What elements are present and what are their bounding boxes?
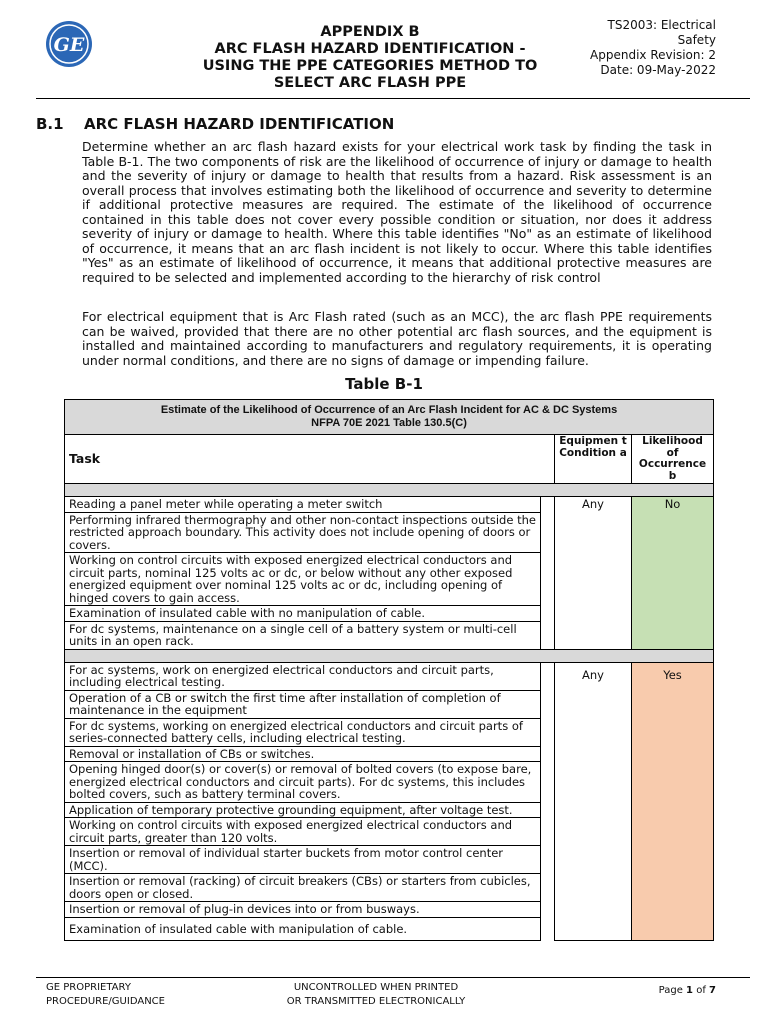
- task-cell: For dc systems, working on energized electrical conductors and circuit parts of series-connected battery cells, including electrical testing.: [65, 718, 541, 746]
- likelihood-table: [64, 399, 714, 941]
- task-cell: For dc systems, maintenance on a single cell of a battery system or multi-cell units in an open rack.: [65, 621, 541, 649]
- task-cell: For ac systems, work on energized electrical conductors and circuit parts, including electrical testing.: [65, 662, 541, 690]
- task-cell: Examination of insulated cable with manipulation of cable.: [65, 917, 541, 941]
- footer-mid-line: OR TRANSMITTED ELECTRONICALLY: [286, 996, 466, 1007]
- table-row: [65, 662, 714, 690]
- footer-left-line: PROCEDURE/GUIDANCE: [46, 996, 165, 1007]
- title-line: APPENDIX B: [320, 24, 420, 40]
- footer-left-line: GE PROPRIETARY: [46, 982, 131, 993]
- task-cell: Operation of a CB or switch the first time after installation of completion of maintenance in the equipment: [65, 690, 541, 718]
- spacer-cell: [541, 662, 555, 941]
- task-cell: Removal or installation of CBs or switches.: [65, 746, 541, 762]
- column-header-task: Task: [65, 435, 555, 484]
- likelihood-no-cell: No: [632, 497, 714, 650]
- task-cell: Performing infrared thermography and other non-contact inspections outside the restricted approach boundary. This activity does not include opening of doors or covers.: [65, 512, 541, 553]
- footer-classification: [46, 981, 165, 1009]
- group-separator: [65, 649, 714, 662]
- condition-cell: Any: [555, 497, 632, 650]
- paragraph-risk-assessment: Determine whether an arc flash hazard exists for your electrical work task by finding the task in Table B-1. The two components of risk are the likelihood of occurrence of injury or damage to health and the severity of injury or damage to health that results from a hazard. Risk assessment is an overall process that involves estimating both the likelihood of occurrence and severity to determine if additional protective measures are required. The estimate of the likelihood of occurrence contained in this table does not cover every possible condition or situation, nor does it address severity of injury or damage to health. Where this table identifies "No" as an estimate of likelihood of occurrence, it means that an arc flash incident is not likely to occur. Where this table identifies "Yes" as an estimate of likelihood of occurrence, it means that additional protective measures are required to be selected and implemented according to the hierarchy of risk control: [82, 139, 712, 285]
- doc-id-cont: Safety: [677, 33, 716, 47]
- date: Date: 09-May-2022: [600, 63, 716, 77]
- spacer-cell: [541, 497, 555, 650]
- page-number: [659, 985, 716, 996]
- section-number: B.1: [36, 115, 64, 133]
- task-cell: Examination of insulated cable with no manipulation of cable.: [65, 606, 541, 622]
- document-title: [160, 24, 580, 92]
- table-title-line1: Estimate of the Likelihood of Occurrence of an Arc Flash Incident for AC & DC Systems: [160, 404, 618, 416]
- title-line: ARC FLASH HAZARD IDENTIFICATION -: [214, 41, 526, 57]
- likelihood-yes-cell: Yes: [632, 662, 714, 941]
- page-word: Page: [658, 985, 683, 996]
- task-cell: Insertion or removal (racking) of circuit breakers (CBs) or starters from cubicles, doors open or closed.: [65, 874, 541, 902]
- footer-notice: [276, 981, 476, 1009]
- revision: Appendix Revision: 2: [590, 48, 716, 62]
- column-header-condition: Equipmen t Condition a: [555, 435, 632, 484]
- group-separator: [65, 484, 714, 497]
- paragraph-arc-flash-rated: For electrical equipment that is Arc Flash rated (such as an MCC), the arc flash PPE requirements can be waived, provided that there are no other potential arc flash sources, and the equipment is installed and maintained according to manufacturers and regulatory requirements, it is operating under normal conditions, and there are no signs of damage or impending failure.: [82, 309, 712, 368]
- task-cell: Insertion or removal of individual starter buckets from motor control center (MCC).: [65, 846, 541, 874]
- doc-id: TS2003: Electrical: [607, 18, 716, 32]
- footer-divider: [36, 977, 750, 978]
- section-heading: [36, 115, 394, 133]
- condition-cell: Any: [555, 662, 632, 941]
- title-line: SELECT ARC FLASH PPE: [273, 75, 467, 91]
- table-row: [65, 497, 714, 513]
- table-title-line2: NFPA 70E 2021 Table 130.5(C): [311, 417, 467, 429]
- header-divider: [36, 98, 750, 99]
- task-cell: Insertion or removal of plug-in devices into or from busways.: [65, 902, 541, 918]
- task-cell: Reading a panel meter while operating a meter switch: [65, 497, 541, 513]
- footer-mid-line: UNCONTROLLED WHEN PRINTED: [293, 982, 459, 993]
- table-caption: Table B-1: [345, 375, 423, 393]
- task-cell: Working on control circuits with exposed energized electrical conductors and circuit parts, greater than 120 volts.: [65, 818, 541, 846]
- document-info: [556, 18, 716, 78]
- section-title: ARC FLASH HAZARD IDENTIFICATION: [84, 115, 395, 133]
- column-header-likelihood: Likelihood of Occurrence b: [632, 435, 714, 484]
- ge-logo: [45, 20, 93, 68]
- task-cell: Opening hinged door(s) or cover(s) or removal of bolted covers (to expose bare, energized electrical conductors and circuit parts). For dc systems, this includes bolted covers, such as battery terminal covers.: [65, 762, 541, 803]
- table-title: [65, 400, 714, 435]
- page-of: of: [696, 985, 706, 996]
- logo-text: GE: [53, 34, 85, 56]
- task-cell: Application of temporary protective grounding equipment, after voltage test.: [65, 802, 541, 818]
- title-line: USING THE PPE CATEGORIES METHOD TO: [202, 58, 538, 74]
- task-cell: Working on control circuits with exposed energized electrical conductors and circuit parts, nominal 125 volts ac or dc, or below without any other exposed energized equipment over nominal 125 volts ac or dc, including opening of hinged covers to gain access.: [65, 553, 541, 606]
- page-total: 7: [709, 985, 716, 996]
- page-current: 1: [686, 985, 694, 996]
